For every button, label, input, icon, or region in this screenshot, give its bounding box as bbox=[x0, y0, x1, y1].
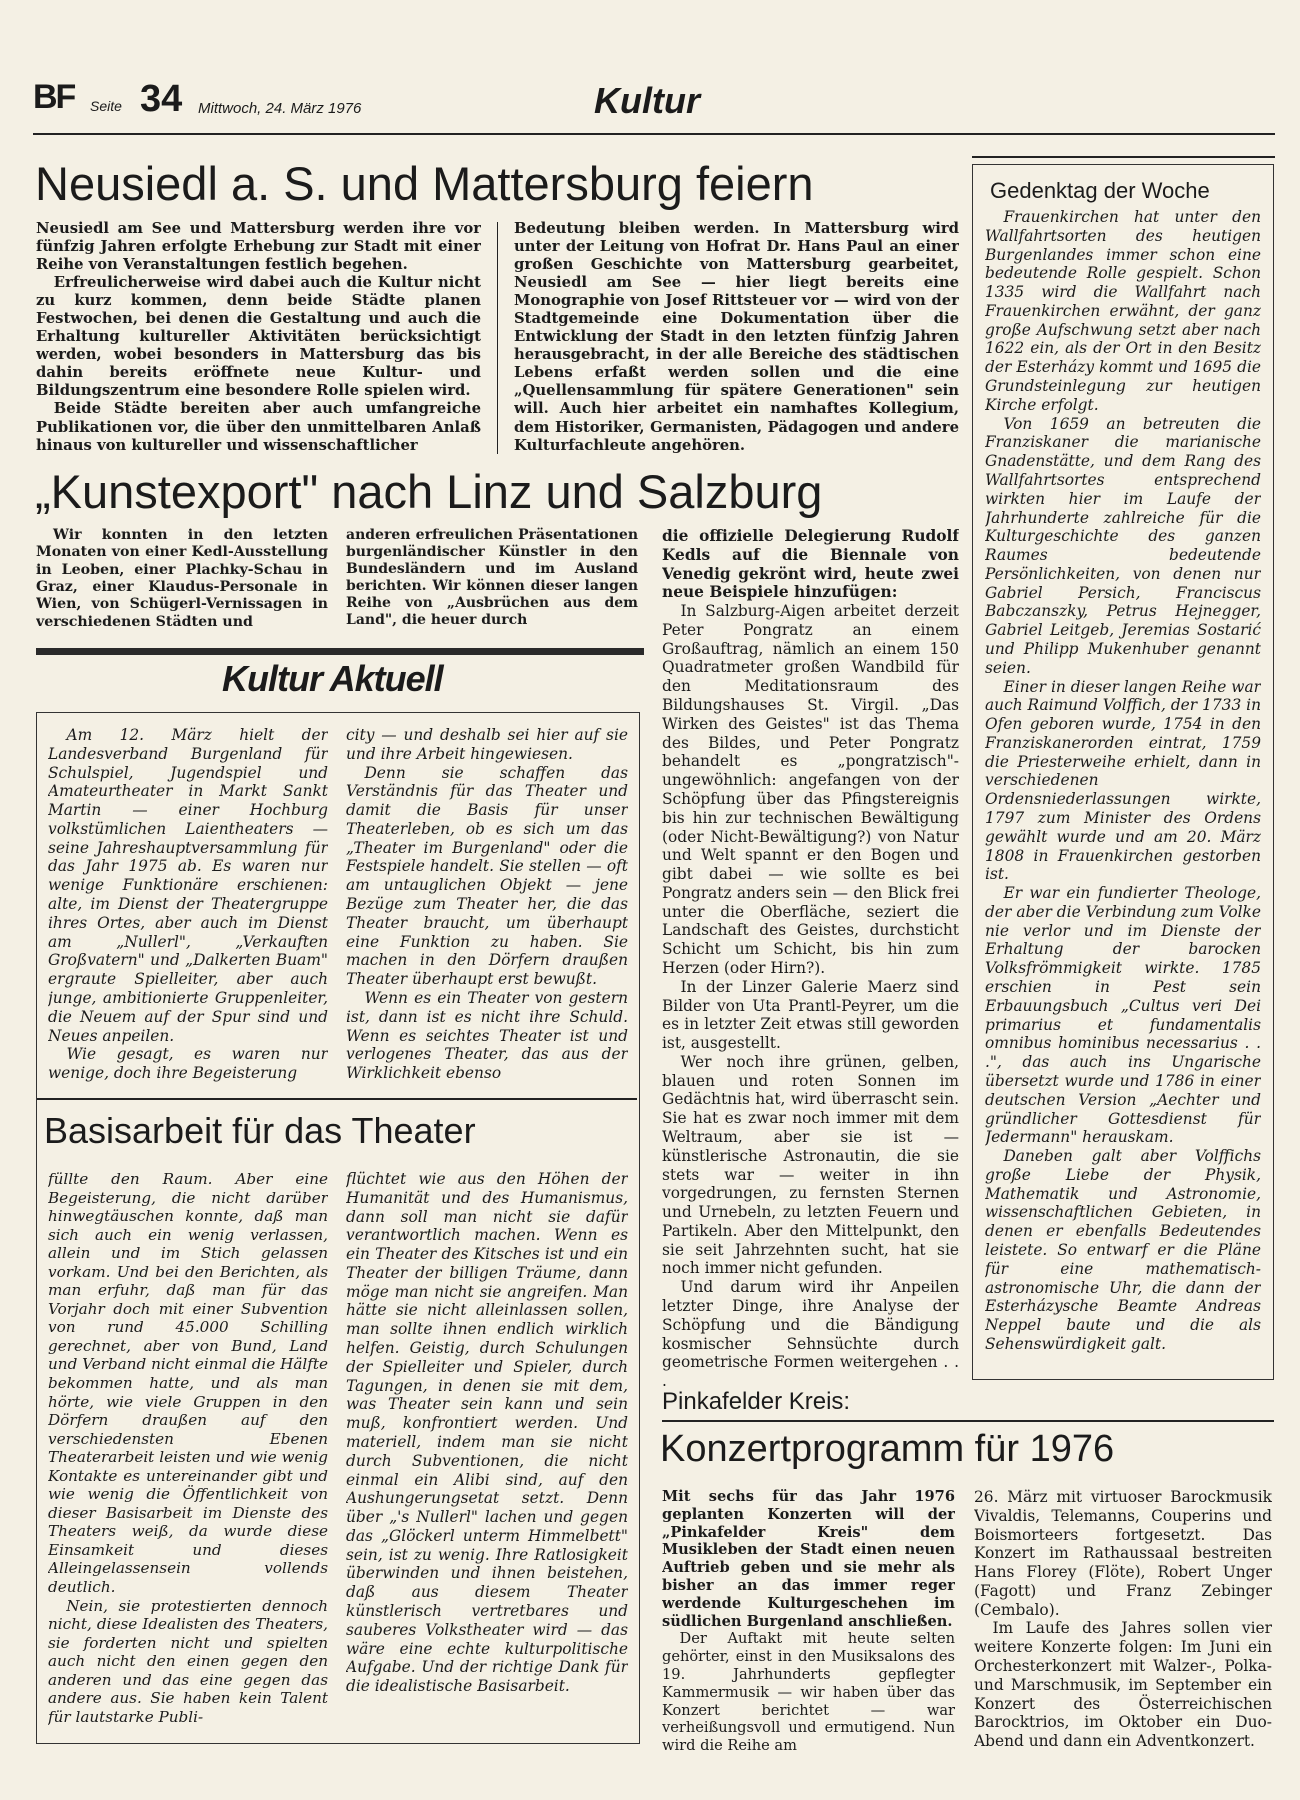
column-divider bbox=[497, 222, 498, 454]
newspaper-logo: BF bbox=[33, 78, 75, 116]
paragraph: Neusiedl am See und Mattersburg werden ihre vor fünfzig Jahren erfolgte Erhebung zur Stadt mit einer Reihe von Veranstaltungen festlich begehen. bbox=[36, 220, 481, 274]
kultur-aktuell-col4 bbox=[346, 1170, 628, 1732]
paragraph: Nein, sie protestierten dennoch nicht, diese Idealisten des Theaters, sie forderten nicht und spielten auch nicht den einen gegen den anderen und das eine gegen das andere aus. Sie haben kein Talent für lautstarke Publi- bbox=[48, 1596, 328, 1726]
paragraph: Wie gesagt, es waren nur wenige, doch ihre Begeisterung bbox=[48, 1045, 328, 1083]
section-title: Kultur bbox=[594, 80, 700, 121]
article-headline-neusiedl: Neusiedl a. S. und Mattersburg feiern bbox=[35, 157, 814, 210]
sidebar-top-rule bbox=[972, 156, 1275, 158]
masthead-rule bbox=[33, 133, 1275, 135]
paragraph: Er war ein fundierter Theologe, der aber die Verbindung zum Volke nie verlor und im Dienste der Erhaltung der barocken Volksfrömmigkeit wirkte. 1785 erschien in Pest sein Erbauungsbuch „Cultus veri Dei primarius et fundamentalis omnibus hominibus necessarius . . .", das auch ins Ungarische übersetzt wurde und 1786 in einer deutschen Version „Aechter und gründlicher Gottesdienst für Jedermann" herauskam. bbox=[985, 884, 1261, 1147]
kultur-aktuell-col2 bbox=[346, 726, 628, 1088]
paragraph: Wer noch ihre grünen, gelben, blauen und roten Sonnen im Gedächtnis hat, wird überrascht sein. Sie hat es zwar noch immer mit dem Weltraum, aber sie ist — künstlerische Astronautin, die sie stets war — weiter in ihn vorgedrungen, zu fernsten Sternen und Urnebeln, zu letzten Feuern und Partikeln. Aber den Mittelpunkt, den sie seit Jahrzehnten sucht, hat sie noch immer nicht gefunden. bbox=[662, 1052, 959, 1278]
article-headline-konzert: Konzertprogramm für 1976 bbox=[660, 1428, 1115, 1470]
paragraph: flüchtet wie aus den Höhen der Humanität und des Humanismus, dann soll man nicht sie dafür verantwortlich machen. Wenn es ein Theater des Kitsches ist und ein Theater der billigen Träume, dann möge man nicht sie angreifen. Man hätte sie nicht alleinlassen sollen, man sollte ihnen endlich wirklich helfen. Geistig, durch Schulungen der Spielleiter und Spieler, durch Tagungen, in denen sie mit dem, was Theater sein kann und sein muß, konfrontiert werden. Und materiell, indem man sie nicht durch Subventionen, die nicht einmal ein Alibi sind, auf den Aushungerungsetat setzt. Denn über „'s Nullerl" lachen und gegen das „Glöckerl unterm Himmelbett" sein, ist zu wenig. Ihre Ratlosigkeit überwinden und ihnen beistehen, daß aus diesem Theater künstlerisch vertretbares und sauberes Volkstheater wird — das wäre eine echte kulturpolitische Aufgabe. Und der richtige Dank für die idealistische Basisarbeit. bbox=[346, 1170, 628, 1696]
konzert-col1 bbox=[662, 1488, 955, 1768]
paragraph: In Salzburg-Aigen arbeitet derzeit Peter Pongratz an einem Großauftrag, nämlich an einem 150 Quadratmeter großen Wandbild für den Meditationsraum des Bildungshauses St. Virgil. „Das Wirken des Geistes" ist das Thema des Bildes, und Peter Pongratz behandelt es „pongratzisch"-ungewöhnlich: angefangen von der Schöpfung über das Pfingstereignis bis hin zur technischen Bewältigung (oder Nicht-Bewältigung?) von Natur und Welt spannt er den Bogen und gibt dabei — wie sollte es bei Pongratz anders sein — den Blick frei unter die Oberfläche, seziert die Landschaft des Geistes, durchsticht Schicht um Schicht, bis hin zum Herzen (oder Hirn?). bbox=[662, 602, 959, 977]
paragraph: Der Auftakt mit heute selten gehörter, einst in den Musiksalons des 19. Jahrhunderts gepflegter Kammermusik — wir haben über das Konzert berichtet — war verheißungsvoll und ermutigend. Nun wird die Reihe am bbox=[662, 1630, 955, 1755]
paragraph: Bedeutung bleiben werden. In Mattersburg wird unter der Leitung von Hofrat Dr. Hans Paul an einer großen Geschichte von Mattersburg gearbeitet, Neusiedl am See — hier liegt bereits eine Monographie von Josef Rittsteuer vor — wird von der Stadtgemeinde eine Dokumentation über die Entwicklung der Stadt in den letzten fünfzig Jahren herausgebracht, in der alle Bereiche des städtischen Lebens erfaßt werden sollen und die eine „Quellensammlung für spätere Generationen" sein will. Auch hier arbeitet ein namhaftes Kollegium, dem Historiker, Germanisten, Pädagogen und andere Kulturfachleute angehören. bbox=[514, 220, 959, 454]
konzert-rule bbox=[662, 1420, 1274, 1422]
section-rule bbox=[37, 1098, 637, 1100]
paragraph: Denn sie schaffen das Verständnis für das Theater und damit die Basis für unser Theaterleben, ob es sich um das „Theater im Burgenland" oder die Festspiele handelt. Sie stellen — oft am untauglichen Objekt — jene Bezüge zum Theater her, die das Theater braucht, um überhaupt eine Funktion zu haben. Sie machen in den Dörfern draußen Theater überhaupt erst bewußt. bbox=[346, 763, 628, 989]
paragraph: Beide Städte bereiten aber auch umfangreiche Publikationen vor, die über den unmittelbaren Anlaß hinaus von kultureller und wissenschaftlicher bbox=[36, 400, 481, 454]
paragraph: 26. März mit virtuoser Barockmusik Vivaldis, Telemanns, Couperins und Boismorteers fortgesetzt. Das Konzert im Rathaussaal bestreiten Hans Florey (Flöte), Robert Unger (Fagott) und Franz Zebinger (Cembalo). bbox=[974, 1488, 1272, 1619]
konzert-kicker: Pinkafelder Kreis: bbox=[662, 1388, 851, 1415]
paragraph: Und darum wird ihr Anpeilen letzter Dinge, ihre Analyse der Schöpfung und die Bändigung kosmischer Sehnsüchte durch geometrische Formen weitergehen . . . bbox=[662, 1278, 959, 1391]
article-headline-basisarbeit: Basisarbeit für das Theater bbox=[44, 1110, 476, 1151]
paragraph: füllte den Raum. Aber eine Begeisterung, die nicht darüber hinwegtäuschen konnte, daß man sich auch ein wenig verlassen, allein und im Stich gelassen vorkam. Und bei den Berichten, als man erfuhr, daß man für das Vorjahr doch mit einer Subvention von rund 45.000 Schilling gerechnet, aber von Bund, Land und Verband nicht einmal die Hälfte bekommen hatte, und als man hörte, wie viele Gruppen in den Dörfern draußen auf den verschiedensten Ebenen Theaterarbeit leisten und wie wenig Kontakte es untereinander gibt und wie wenig die Öffentlichkeit von dieser Basisarbeit im Dienste des Theaters weiß, da wurde diese Einsamkeit und dieses Alleingelassensein vollends deutlich. bbox=[48, 1170, 328, 1597]
paragraph: Am 12. März hielt der Landesverband Burgenland für Schulspiel, Jugendspiel und Amateurtheater in Markt Sankt Martin — einer Hochburg volkstümlichen Laientheaters — seine Jahreshauptversammlung für das Jahr 1975 ab. Es waren nur wenige Funktionäre erschienen: alte, im Dienst der Theatergruppe ihres Ortes, aber auch im Dienst am „Nullerl", „Verkauften Großvatern" und „Dalkerten Buam" ergraute Spielleiter, aber auch junge, ambitionierte Gruppenleiter, die Neuem auf der Spur sind und Neues anpeilen. bbox=[48, 726, 328, 1045]
paragraph: die offizielle Delegierung Rudolf Kedls auf die Biennale von Venedig gekrönt wird, heute zwei neue Beispiele hinzufügen: bbox=[662, 527, 959, 602]
paragraph: Frauenkirchen hat unter den Wallfahrtsorten des heutigen Burgenlandes immer schon eine bedeutende Rolle gespielt. Schon 1335 wird die Wallfahrt nach Frauenkirchen erwähnt, der ganz große Aufschwung setzt aber nach 1622 ein, als der Ort in den Besitz der Esterházy kommt und 1695 die Grundsteinlegung zur heutigen Kirche erfolgt. bbox=[985, 208, 1261, 414]
page-number: 34 bbox=[140, 78, 183, 120]
article-headline-kunstexport: „Kunstexport" nach Linz und Salzburg bbox=[35, 465, 823, 518]
gedenktag-body bbox=[985, 208, 1261, 1370]
paragraph: In der Linzer Galerie Maerz sind Bilder von Uta Prantl-Peyrer, um die es in letzter Zeit etwas still geworden ist, ausgestellt. bbox=[662, 977, 959, 1053]
issue-date: Mittwoch, 24. März 1976 bbox=[198, 100, 362, 117]
konzert-col2 bbox=[974, 1488, 1272, 1768]
article-neusiedl-col1 bbox=[36, 220, 481, 456]
kultur-aktuell-col1 bbox=[48, 726, 328, 1088]
kultur-aktuell-col3 bbox=[48, 1170, 328, 1732]
kultur-aktuell-title: Kultur Aktuell bbox=[222, 658, 443, 699]
article-kunstexport-col2 bbox=[346, 527, 638, 639]
paragraph: Einer in dieser langen Reihe war auch Raimund Volffich, der 1733 in Ofen geboren wurde, 1754 in den Franziskanerorden eintrat, 1759 die Priesterweihe erhielt, dann in verschiedenen Ordensniederlassungen wirkte, 1797 zum Minister des Ordens gewählt wurde und am 20. März 1808 in Frauenkirchen gestorben ist. bbox=[985, 677, 1261, 884]
paragraph: Daneben galt aber Volffichs große Liebe der Physik, Mathematik und Astronomie, wissenschaftlichen Gebieten, in denen er ebenfalls Bedeutendes leistete. So entwarf er die Pläne für eine mathematisch-astronomische Uhr, die dann der Esterházysche Beamte Andreas Neppel baute und die als Sehenswürdigkeit galt. bbox=[985, 1147, 1261, 1353]
paragraph: anderen erfreulichen Präsentationen burgenländischer Künstler in den Bundesländern und im Ausland berichten. Wir können dieser langen Reihe von „Ausbrüchen aus dem Land", die heuer durch bbox=[346, 527, 638, 629]
gedenktag-title: Gedenktag der Woche bbox=[990, 178, 1210, 203]
article-kunstexport-col1 bbox=[36, 527, 328, 639]
paragraph: Mit sechs für das Jahr 1976 geplanten Konzerten will der „Pinkafelder Kreis" dem Musikleben der Stadt einen neuen Auftrieb geben und sie mehr als bisher an das immer reger werdende Kulturgeschehen im südlichen Burgenland anschließen. bbox=[662, 1488, 955, 1630]
paragraph: Wir konnten in den letzten Monaten von einer Kedl-Ausstellung in Leoben, einer Plachky-Schau in Graz, einer Klaudus-Personale in Wien, von Schügerl-Vernissagen in verschiedenen Städten und bbox=[36, 527, 328, 630]
paragraph: Im Laufe des Jahres sollen vier weitere Konzerte folgen: Im Juni ein Orchesterkonzert mit Walzer-, Polka- und Marschmusik, im September ein Konzert des Österreichischen Barocktrios, im Oktober ein Duo-Abend und dann ein Adventkonzert. bbox=[974, 1619, 1272, 1751]
kultur-aktuell-bar bbox=[36, 648, 644, 655]
article-neusiedl-col2 bbox=[514, 220, 959, 456]
page-label: Seite bbox=[90, 98, 122, 114]
paragraph: Wenn es ein Theater von gestern ist, dann ist es nicht ihre Schuld. Wenn es seichtes Theater ist und verlogenes Theater, das aus der Wirklichkeit ebenso bbox=[346, 988, 628, 1083]
paragraph: Erfreulicherweise wird dabei auch die Kultur nicht zu kurz kommen, denn beide Städte planen Festwochen, bei denen die Gestaltung und auch die Erhaltung kultureller Aktivitäten berücksichtigt werden, wobei besonders in Mattersburg das bis dahin bereits eröffnete neue Kultur- und Bildungszentrum eine besondere Rolle spielen wird. bbox=[36, 274, 481, 400]
paragraph: city — und deshalb sei hier auf sie und ihre Arbeit hingewiesen. bbox=[346, 726, 628, 763]
article-kunstexport-col3 bbox=[662, 527, 959, 1395]
paragraph: Von 1659 an betreuten die Franziskaner die marianische Gnadenstätte, und dem Rang des Wallfahrtsortes entsprechend wirkten hier im Laufe der Jahrhunderte zahlreiche für die Kulturgeschichte des ganzen Raumes bedeutende Persönlichkeiten, von denen nur Gabriel Persich, Franciscus Babczanszky, Petrus Hejnegger, Gabriel Leitgeb, Jeremias Sostarić und Philipp Mukenhuber genannt seien. bbox=[985, 414, 1261, 677]
